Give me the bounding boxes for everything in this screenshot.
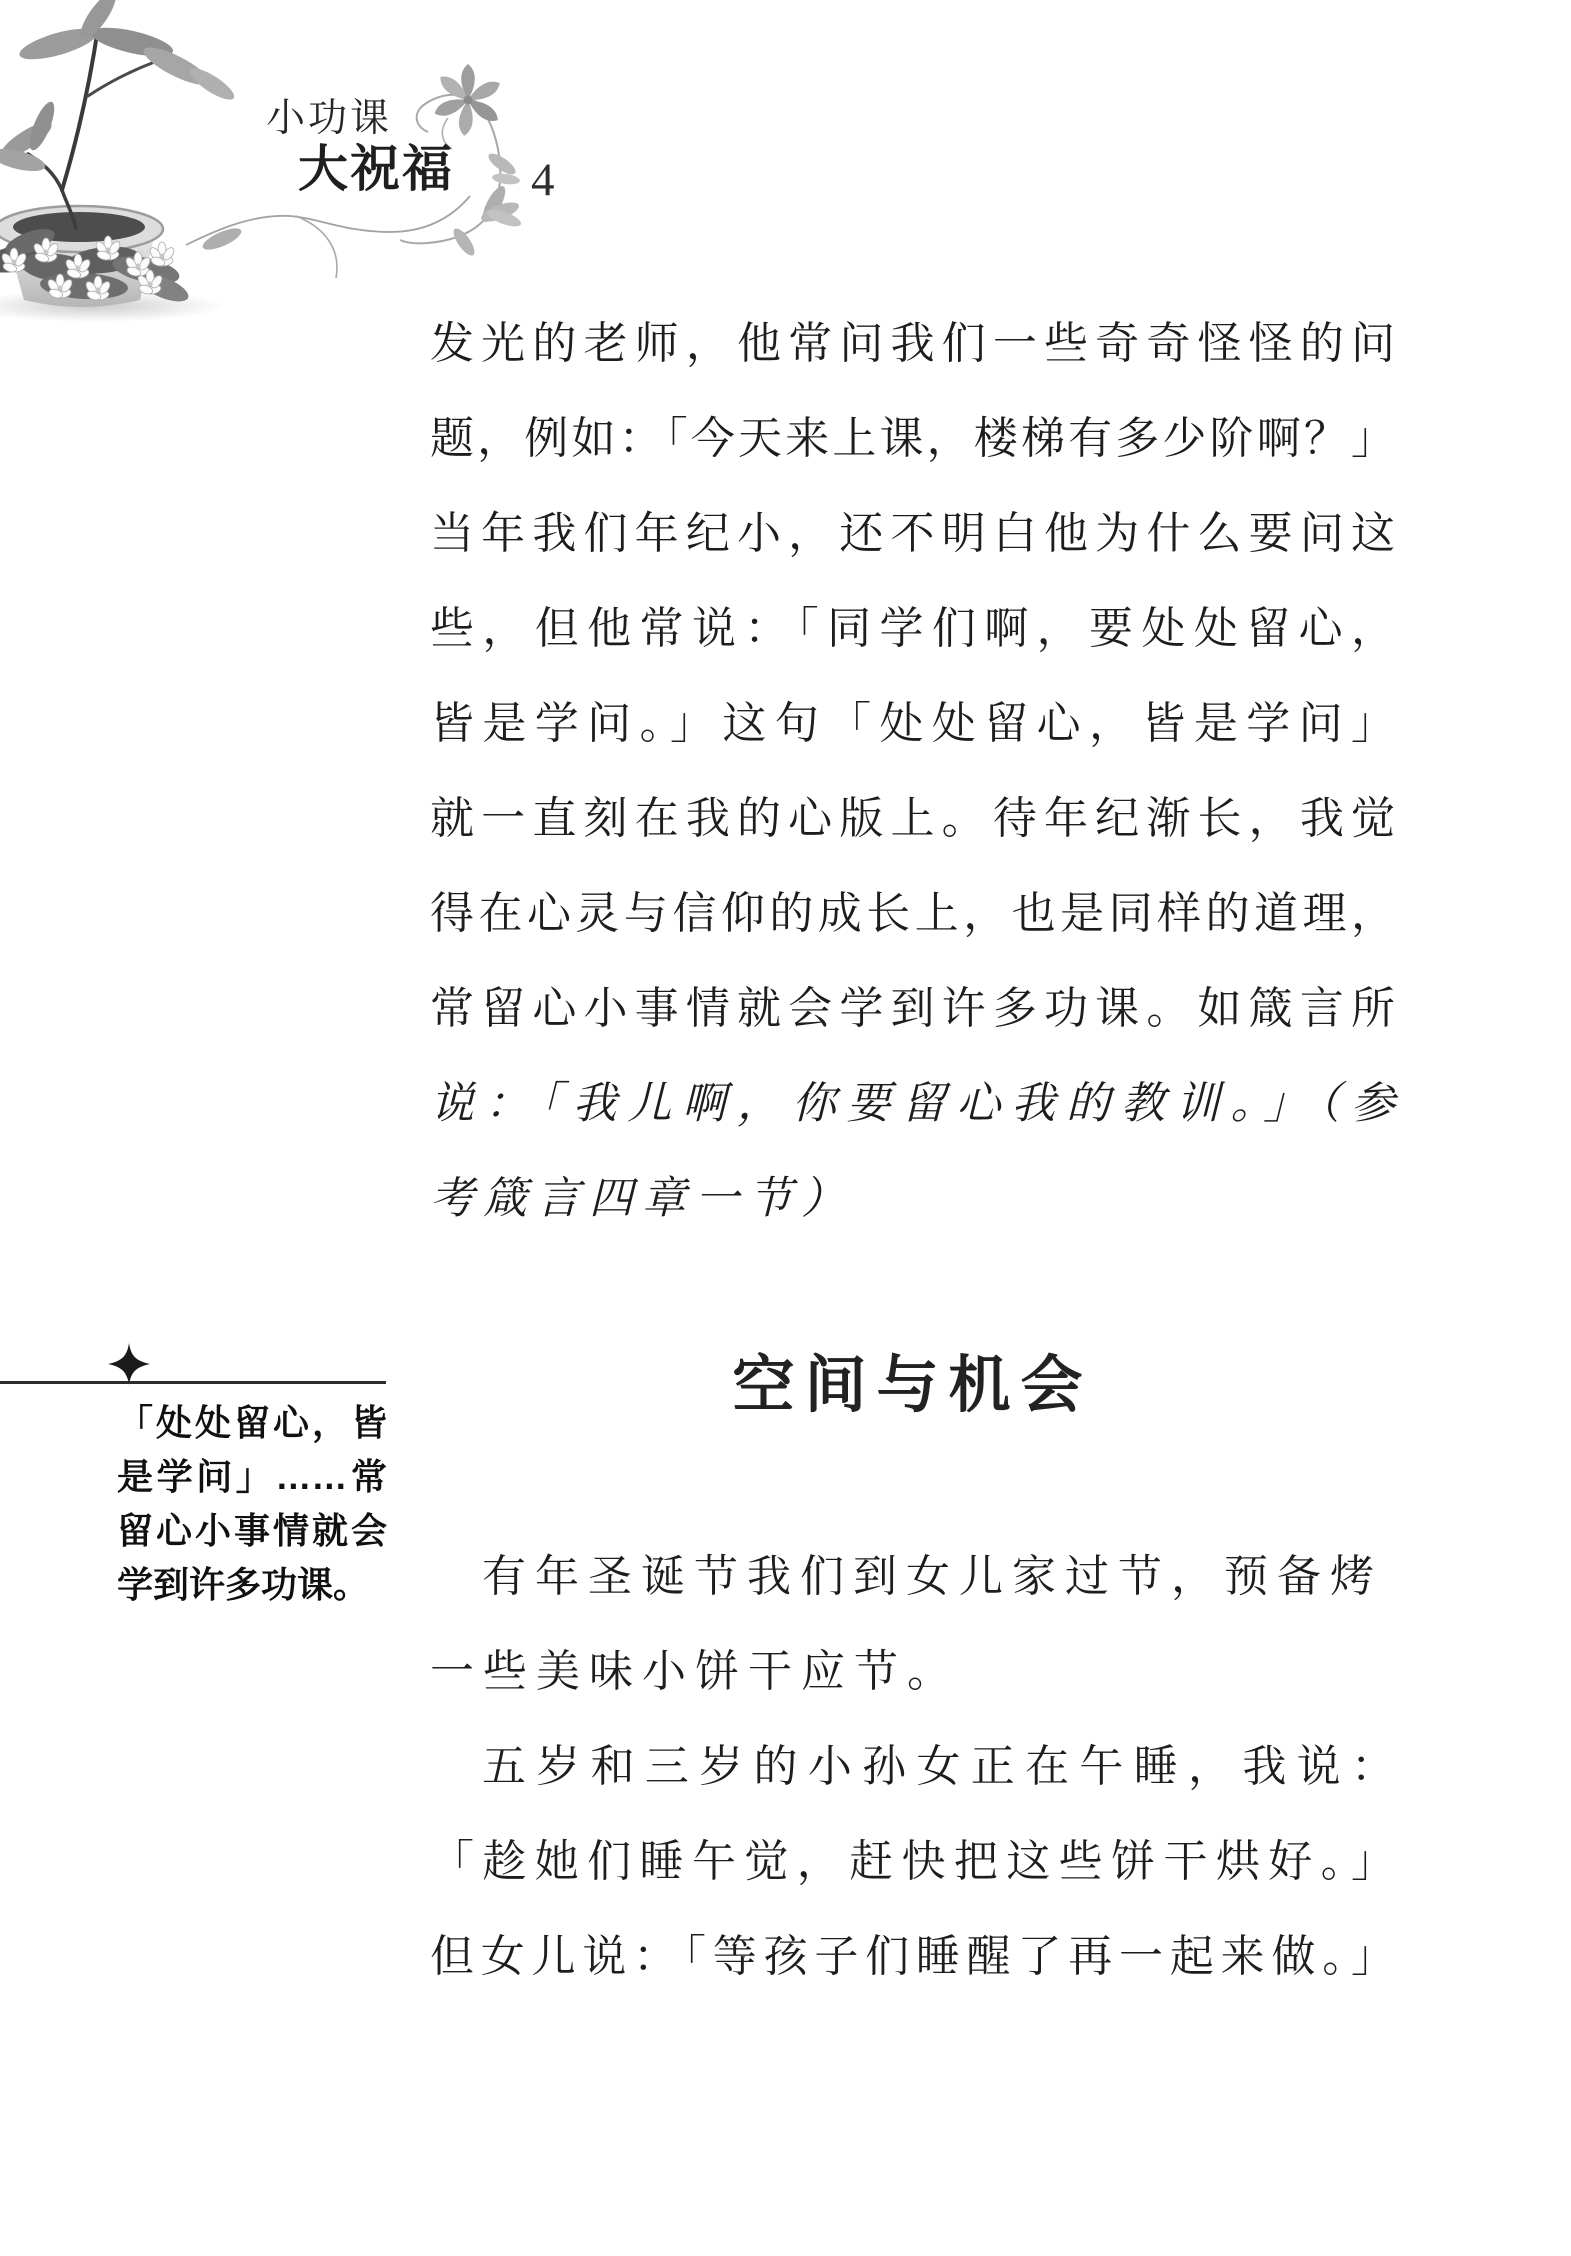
- body-line: 当年我们年纪小，还不明白他为什么要问这: [430, 509, 1395, 558]
- pull-quote-line: 「处处留心，皆: [117, 1402, 387, 1443]
- scripture-quote-line: 说：「我儿啊，你要留心我的教训。」（参: [430, 1079, 1395, 1128]
- body-line: 一些美味小饼干应节。: [430, 1647, 960, 1696]
- body-line: 题，例如：「今天来上课，楼梯有多少阶啊？」: [430, 414, 1395, 463]
- series-title-line2: 大祝福: [298, 141, 454, 197]
- body-line: 但女儿说：「等孩子们睡醒了再一起来做。」: [430, 1932, 1395, 1981]
- paragraph-1: [430, 296, 1395, 1246]
- body-line: 「趁她们睡午觉，赶快把这些饼干烘好。」: [430, 1837, 1395, 1886]
- body-line: 常留心小事情就会学到许多功课。如箴言所: [430, 984, 1395, 1033]
- pull-quote-line: 是学问」……常: [117, 1456, 387, 1497]
- section-heading: 空间与机会: [732, 1352, 1093, 1420]
- pull-quote-line: 留心小事情就会: [117, 1510, 387, 1551]
- body-line: 五岁和三岁的小孙女正在午睡，我说：: [482, 1742, 1395, 1791]
- series-title-line1: 小功课: [266, 97, 393, 140]
- body-line: 得在心灵与信仰的成长上，也是同样的道理，: [430, 889, 1395, 938]
- body-line: 有年圣诞节我们到女儿家过节，预备烤: [482, 1552, 1383, 1601]
- sidebar-rule: [0, 1381, 386, 1384]
- body-line: 就一直刻在我的心版上。待年纪渐长，我觉: [430, 794, 1395, 843]
- ornament-flower: [432, 64, 503, 137]
- page-number: 4: [531, 154, 555, 206]
- body-line: 皆是学问。」这句「处处留心，皆是学问」: [430, 699, 1395, 748]
- body-line: 发光的老师，他常问我们一些奇奇怪怪的问: [430, 319, 1395, 368]
- paragraphs-2-3: [430, 1529, 1395, 2004]
- body-line: 些，但他常说：「同学们啊，要处处留心，: [430, 604, 1395, 653]
- scripture-quote-line: 考箴言四章一节）: [430, 1174, 854, 1223]
- seedling: [0, 0, 238, 228]
- sparkle-icon: [107, 1342, 151, 1386]
- sidebar-pull-quote: [117, 1396, 387, 1612]
- pull-quote-line: 学到许多功课。: [117, 1564, 370, 1605]
